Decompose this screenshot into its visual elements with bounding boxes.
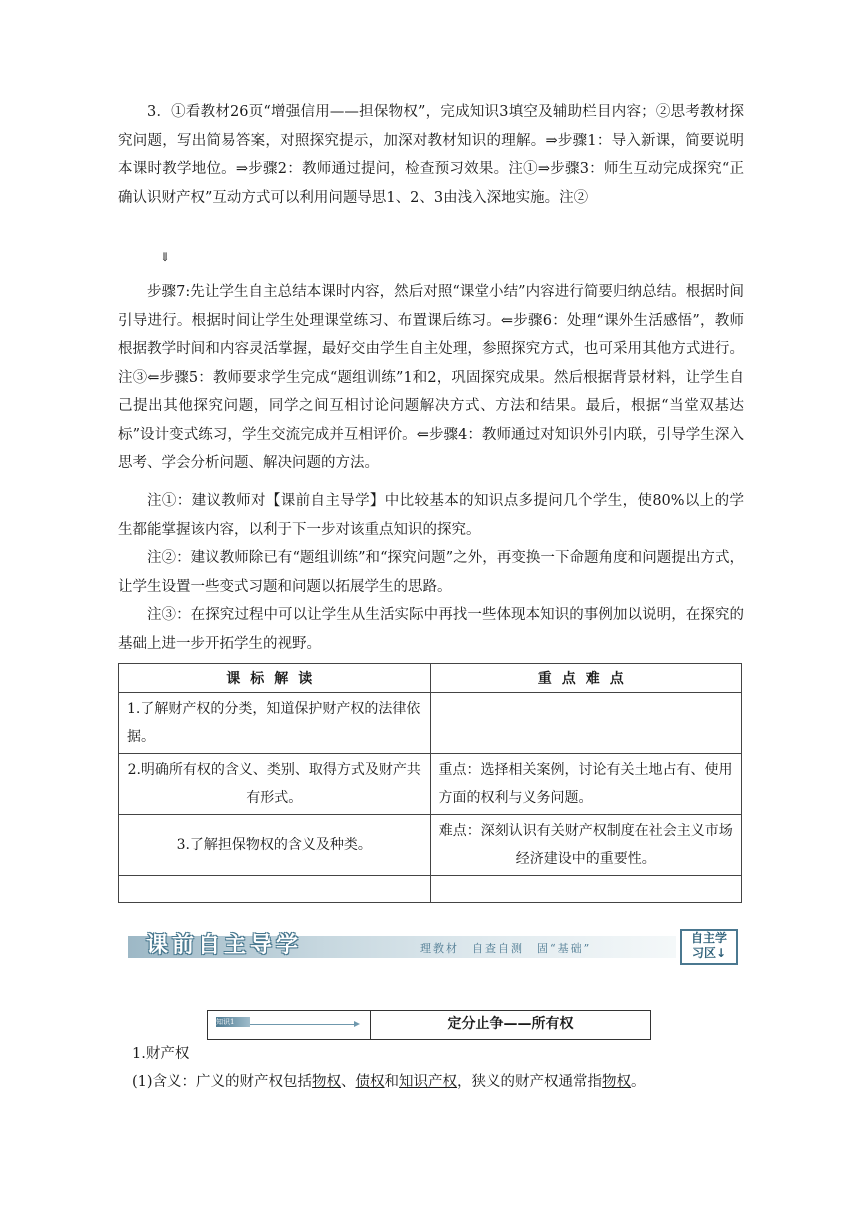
table-cell: 重点：选择相关案例，讨论有关土地占有、使用方面的权利与义务问题。 [430, 754, 742, 815]
table-cell [430, 693, 742, 754]
table-cell [430, 876, 742, 903]
content-heading: 1.财产权 [132, 1046, 190, 1062]
header-curriculum-interpretation: 课标解读 [119, 664, 431, 693]
text: (1)含义：广义的财产权包括 [132, 1074, 313, 1090]
text: ，狭义的财产权通常指 [457, 1074, 603, 1090]
table-cell: 1.了解财产权的分类，知道保护财产权的法律依据。 [119, 693, 431, 754]
badge-line-1: 自主学 [690, 931, 727, 945]
text: 、 [341, 1074, 356, 1090]
paragraph-steps-reverse: 步骤7:先让学生自主总结本课时内容，然后对照“课堂小结”内容进行简要归纳总结。根据时间引导进行。根据时间让学生处理课堂练习、布置课后练习。⇐步骤6：处理“课外生活感悟”，教师根据教学时间和内容灵活掌握，最好交由学生自主处理，参照探究方式，也可采用其他方式进行。注③⇐步骤5：教师要求学生完成“题组训练”1和2，巩固探究成果。然后根据背景材料，让学生自己提出其他探究问题，同学之间互相讨论问题解决方式、方法和结果。最后，根据“当堂双基达标”设计变式练习，学生交流完成并互相评价。⇐步骤4：教师通过对知识外引内联，引导学生深入思考、学会分析问题、解决问题的方法。 [118, 284, 744, 471]
table-row [119, 693, 742, 754]
table-row [119, 876, 742, 903]
underlined-term: 物权 [312, 1074, 342, 1090]
knowledge-tag-area [208, 1011, 371, 1039]
table-cell: 2.明确所有权的含义、类别、取得方式及财产共有形式。 [119, 754, 431, 815]
table-row [119, 754, 742, 815]
content-item-1 [132, 1068, 758, 1097]
self-study-area-badge[interactable] [680, 929, 738, 965]
knowledge-tag: 知识1 [216, 1017, 250, 1027]
table-cell: 3.了解担保物权的含义及种类。 [119, 815, 431, 876]
knowledge-section-header [207, 1010, 651, 1040]
note-2: 注②：建议教师除已有“题组训练”和“探究问题”之外，再变换一下命题角度和问题提出方式，让学生设置一些变式习题和问题以拓展学生的思路。 [118, 550, 744, 595]
paragraph-step-intro: 3．①看教材26页“增强信用——担保物权”，完成知识3填空及辅助栏目内容；②思考教材探究问题，写出简易答案，对照探究提示，加深对教材知识的理解。⇒步骤1：导入新课，简要说明本课时教学地位。⇒步骤2：教师通过提问，检查预习效果。注①⇒步骤3：师生互动完成探究“正确认识财产权”互动方式可以利用问题导思1、2、3由浅入深地实施。注② [118, 104, 744, 206]
underlined-term: 债权 [355, 1074, 385, 1090]
table-cell: 难点：深刻认识有关财产权制度在社会主义市场经济建设中的重要性。 [430, 815, 742, 876]
table-header-row [119, 664, 742, 693]
header-key-difficult-points: 重点难点 [430, 664, 742, 693]
underlined-term: 物权 [602, 1074, 632, 1090]
note-1: 注①：建议教师对【课前自主导学】中比较基本的知识点多提问几个学生，使80%以上的学生都能掌握该内容，以利于下一步对该重点知识的探究。 [118, 493, 744, 538]
banner-title: 课前自主导学 [146, 933, 303, 958]
down-arrow-icon: ⇓ [160, 250, 171, 264]
arrow-right-icon [250, 1024, 356, 1025]
note-3: 注③：在探究过程中可以让学生从生活实际中再找一些体现本知识的事例加以说明，在探究的基础上进一步开拓学生的视野。 [118, 607, 744, 652]
banner-subtitle: 理教材 自查自测 固“基础” [420, 942, 592, 955]
badge-line-2: 习区↓ [691, 946, 727, 960]
section-title: 定分止争——所有权 [447, 1016, 574, 1032]
table-row [119, 815, 742, 876]
section-banner [128, 928, 738, 962]
table-cell [119, 876, 431, 903]
underlined-term: 知识产权 [399, 1074, 458, 1090]
text: 。 [631, 1074, 646, 1090]
text: 和 [384, 1074, 400, 1090]
curriculum-table [118, 663, 742, 903]
